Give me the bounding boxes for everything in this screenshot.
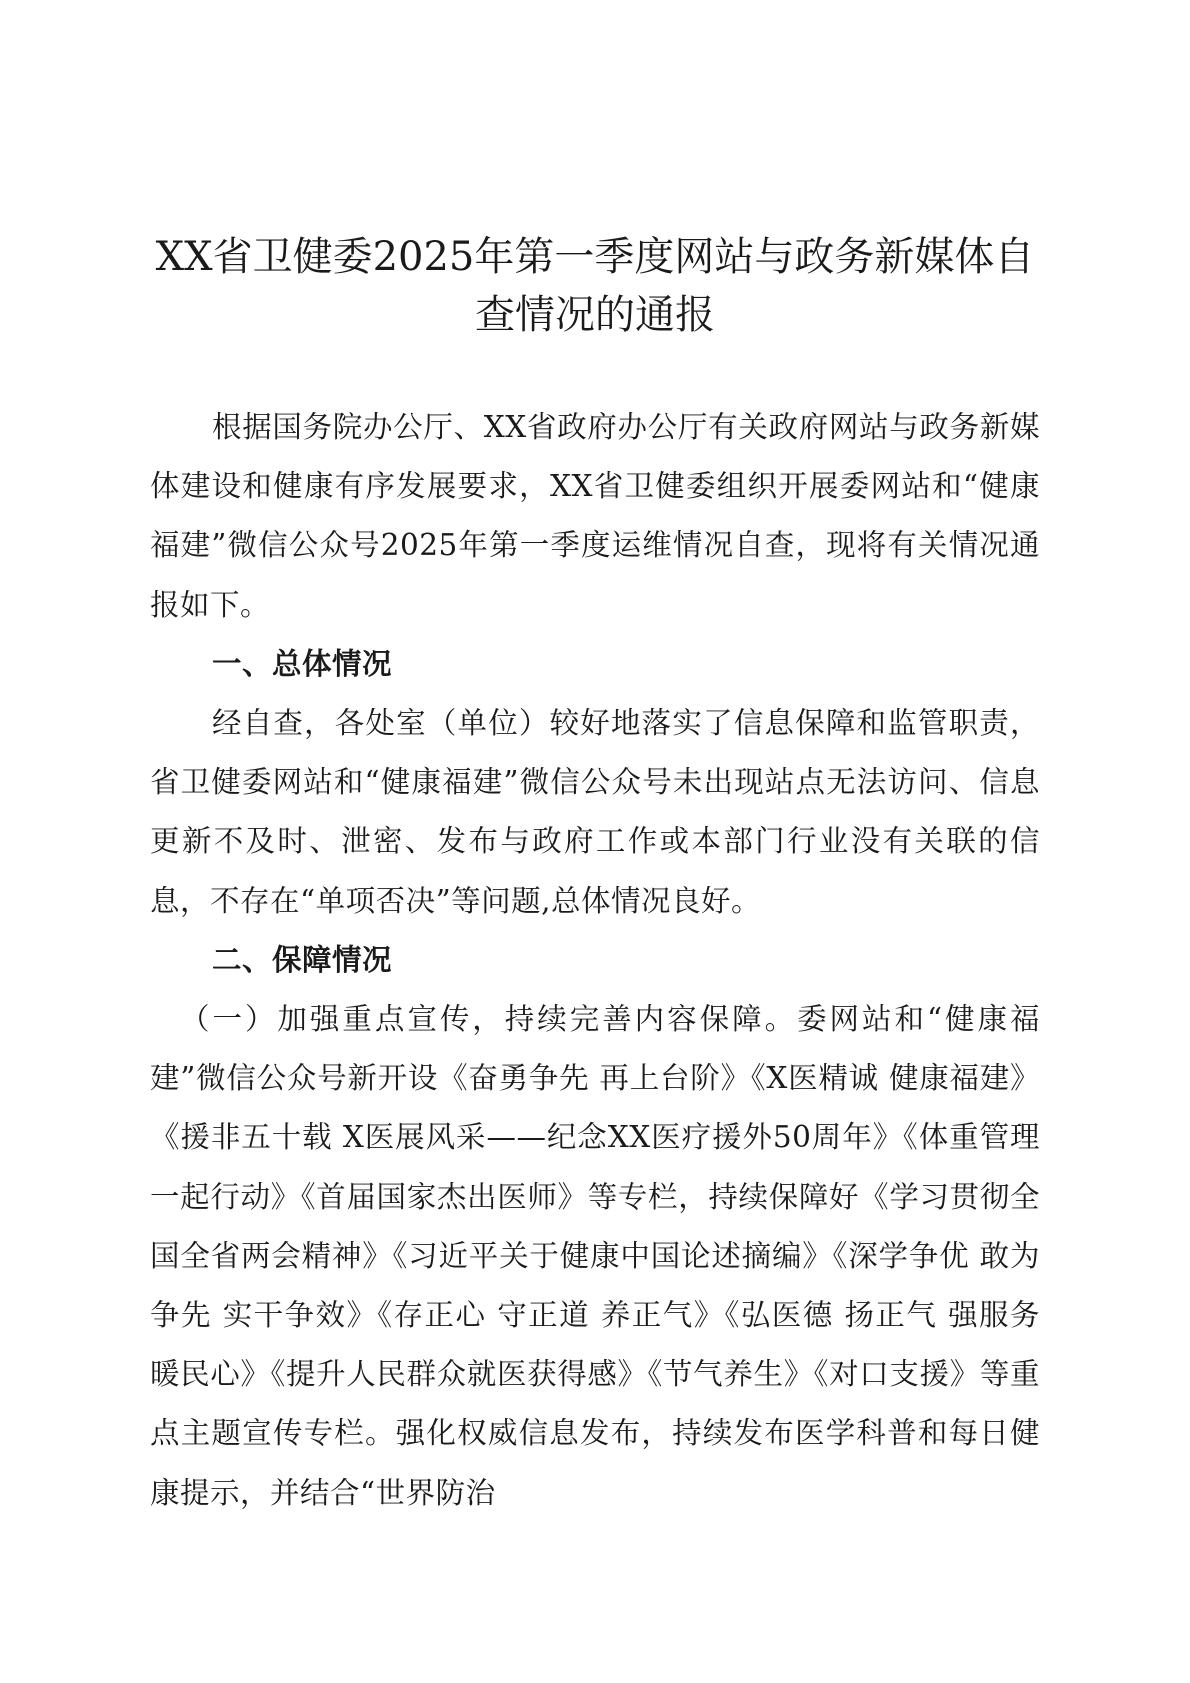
document-title: XX省卫健委2025年第一季度网站与政务新媒体自查情况的通报 (155, 234, 1035, 338)
section-heading-guarantee: 二、保障情况 (212, 942, 393, 977)
intro-paragraph: 根据国务院办公厅、XX省政府办公厅有关政府网站与政务新媒体建设和健康有序发展要求，XX省卫健委组织开展委网站和“健康福建”微信公众号2025年第一季度运维情况自查，现将有关情况通报如下。 (150, 410, 1040, 622)
document-body (150, 398, 1040, 1523)
section-paragraph-overall: 经自查，各处室（单位）较好地落实了信息保障和监管职责，省卫健委网站和“健康福建”微信公众号未出现站点无法访问、信息更新不及时、泄密、发布与政府工作或本部门行业没有关联的信息，不存在“单项否决”等问题,总体情况良好。 (150, 706, 1040, 918)
section-paragraph-guarantee: （一）加强重点宣传，持续完善内容保障。委网站和“健康福建”微信公众号新开设《奋勇争先 再上台阶》《X医精诚 健康福建》《援非五十载 X医展风采——纪念XX医疗援外50周年》《体重管理 一起行动》《首届国家杰出医师》等专栏，持续保障好《学习贯彻全国全省两会精神》《习近平关于健康中国论述摘编》《深学争优 敢为争先 实干争效》《存正心 守正道 养正气》《弘医德 扬正气 强服务 暖民心》《提升人民群众就医获得感》《节气养生》《对口支援》等重点主题宣传专栏。强化权威信息发布，持续发布医学科普和每日健康提示，并结合“世界防治 (150, 1002, 1040, 1510)
section-heading-overall: 一、总体情况 (212, 646, 393, 681)
